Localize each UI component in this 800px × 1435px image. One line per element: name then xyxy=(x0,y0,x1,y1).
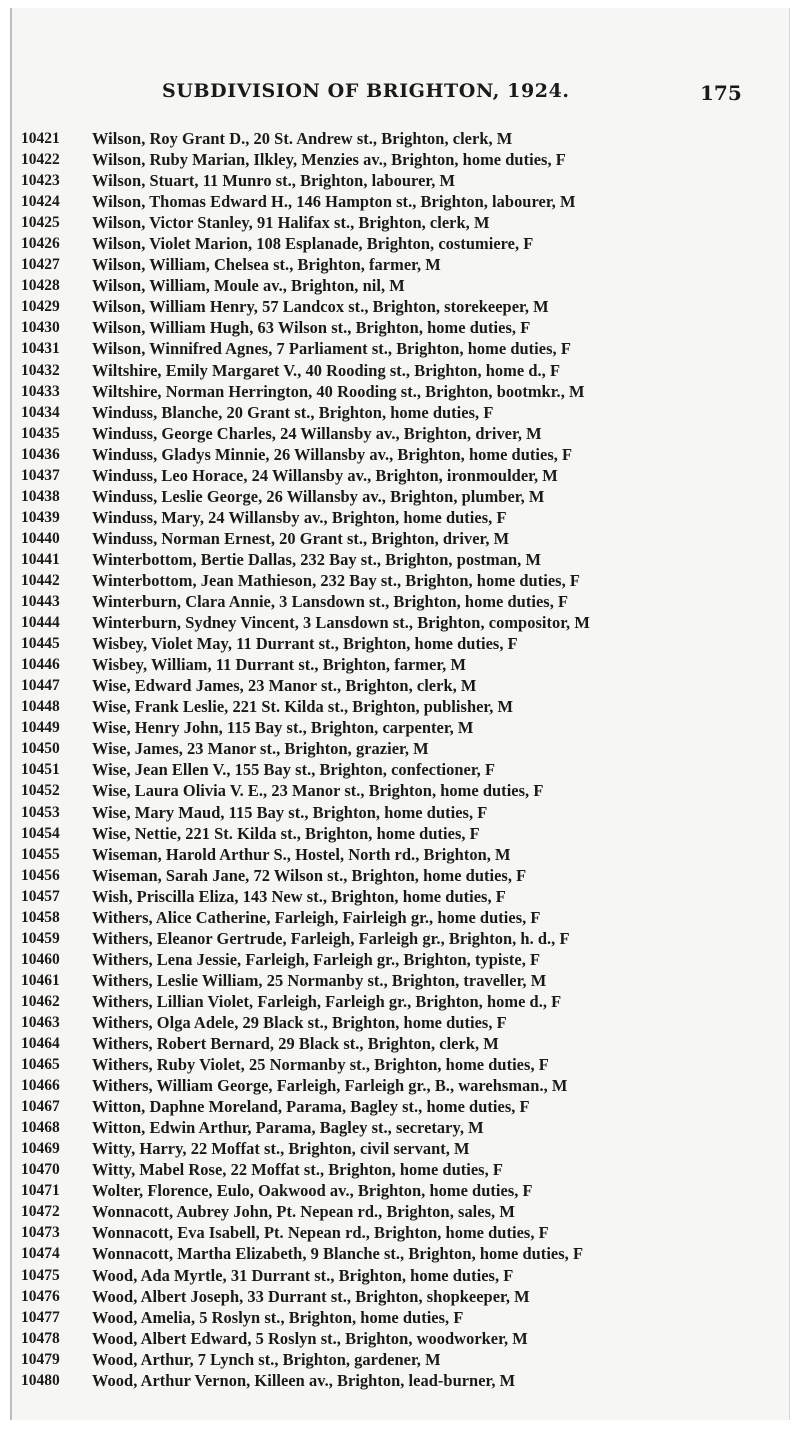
entry-text: Winduss, Mary, 24 Willansby av., Brighton, home duties, F xyxy=(92,507,507,527)
entry-number: 10459 xyxy=(21,929,60,947)
entry-number: 10453 xyxy=(21,803,60,821)
entry-text: Wise, Nettie, 221 St. Kilda st., Brighton, home duties, F xyxy=(92,823,480,843)
entry-number: 10463 xyxy=(21,1013,60,1031)
entry-number: 10445 xyxy=(21,635,60,653)
list-item xyxy=(21,802,791,823)
entry-text: Wise, Henry John, 115 Bay st., Brighton, carpenter, M xyxy=(92,718,474,738)
entry-text: Wisbey, Violet May, 11 Durrant st., Brighton, home duties, F xyxy=(92,634,518,654)
entry-text: Wilson, Victor Stanley, 91 Halifax st., Brighton, clerk, M xyxy=(92,213,490,233)
entry-number: 10452 xyxy=(21,782,60,800)
entry-number: 10470 xyxy=(21,1161,60,1179)
entry-text: Wonnacott, Eva Isabell, Pt. Nepean rd., Brighton, home duties, F xyxy=(92,1223,549,1243)
entry-number: 10464 xyxy=(21,1035,60,1053)
entry-text: Wood, Arthur Vernon, Killeen av., Brighton, lead-burner, M xyxy=(92,1370,516,1390)
list-item xyxy=(21,149,791,170)
entry-text: Wish, Priscilla Eliza, 143 New st., Brighton, home duties, F xyxy=(92,886,506,906)
entry-number: 10440 xyxy=(21,529,60,547)
entry-text: Wood, Albert Joseph, 33 Durrant st., Brighton, shopkeeper, M xyxy=(92,1286,530,1306)
entry-text: Wiltshire, Emily Margaret V., 40 Rooding st., Brighton, home d., F xyxy=(92,360,561,380)
entry-number: 10443 xyxy=(21,593,60,611)
entry-number: 10468 xyxy=(21,1119,60,1137)
entry-text: Winduss, Leo Horace, 24 Willansby av., Brighton, ironmoulder, M xyxy=(92,465,558,485)
list-item xyxy=(21,1054,791,1075)
list-item xyxy=(21,759,791,780)
list-item xyxy=(21,233,791,254)
entry-number: 10450 xyxy=(21,740,60,758)
list-item xyxy=(21,1180,791,1201)
list-item xyxy=(21,738,791,759)
list-item xyxy=(21,1033,791,1054)
entry-text: Winterburn, Sydney Vincent, 3 Lansdown st., Brighton, compositor, M xyxy=(92,613,590,633)
list-item xyxy=(21,1328,791,1349)
entry-text: Winduss, George Charles, 24 Willansby av., Brighton, driver, M xyxy=(92,423,542,443)
list-item xyxy=(21,465,791,486)
entry-text: Withers, Olga Adele, 29 Black st., Brighton, home duties, F xyxy=(92,1012,507,1032)
list-item xyxy=(21,886,791,907)
page-number: 175 xyxy=(700,81,742,105)
list-item xyxy=(21,423,791,444)
entry-number: 10435 xyxy=(21,424,60,442)
list-item xyxy=(21,717,791,738)
entry-text: Winterbottom, Jean Mathieson, 232 Bay st., Brighton, home duties, F xyxy=(92,570,580,590)
entry-number: 10439 xyxy=(21,508,60,526)
entry-number: 10424 xyxy=(21,193,60,211)
entry-text: Wise, Jean Ellen V., 155 Bay st., Brighton, confectioner, F xyxy=(92,760,496,780)
list-item xyxy=(21,1243,791,1264)
entry-text: Winduss, Blanche, 20 Grant st., Brighton, home duties, F xyxy=(92,402,494,422)
entry-text: Wood, Ada Myrtle, 31 Durrant st., Brighton, home duties, F xyxy=(92,1265,514,1285)
document-page xyxy=(10,8,790,1420)
list-item xyxy=(21,191,791,212)
entry-number: 10436 xyxy=(21,445,60,463)
entry-text: Wise, Laura Olivia V. E., 23 Manor st., Brighton, home duties, F xyxy=(92,781,544,801)
entry-number: 10460 xyxy=(21,950,60,968)
entry-text: Withers, Eleanor Gertrude, Farleigh, Farleigh gr., Brighton, h. d., F xyxy=(92,928,570,948)
list-item xyxy=(21,402,791,423)
list-item xyxy=(21,570,791,591)
entry-text: Wise, James, 23 Manor st., Brighton, grazier, M xyxy=(92,739,429,759)
entry-text: Wolter, Florence, Eulo, Oakwood av., Brighton, home duties, F xyxy=(92,1181,533,1201)
entry-number: 10431 xyxy=(21,340,60,358)
list-item xyxy=(21,1075,791,1096)
entry-text: Withers, Lillian Violet, Farleigh, Farleigh gr., Brighton, home d., F xyxy=(92,991,562,1011)
list-item xyxy=(21,549,791,570)
entry-text: Wisbey, William, 11 Durrant st., Brighton, farmer, M xyxy=(92,655,466,675)
entry-number: 10426 xyxy=(21,235,60,253)
list-item xyxy=(21,1370,791,1391)
roll-entries-list xyxy=(21,128,791,1391)
list-item xyxy=(21,654,791,675)
list-item xyxy=(21,696,791,717)
entry-text: Wilson, William Henry, 57 Landcox st., Brighton, storekeeper, M xyxy=(92,297,549,317)
entry-number: 10423 xyxy=(21,172,60,190)
entry-text: Wood, Albert Edward, 5 Roslyn st., Brighton, woodworker, M xyxy=(92,1328,528,1348)
entry-number: 10474 xyxy=(21,1245,60,1263)
entry-text: Wiltshire, Norman Herrington, 40 Rooding st., Brighton, bootmkr., M xyxy=(92,381,585,401)
entry-text: Wise, Frank Leslie, 221 St. Kilda st., Brighton, publisher, M xyxy=(92,697,514,717)
list-item xyxy=(21,486,791,507)
list-item xyxy=(21,296,791,317)
list-item xyxy=(21,991,791,1012)
list-item xyxy=(21,1265,791,1286)
list-item xyxy=(21,1201,791,1222)
entry-text: Wilson, William, Chelsea st., Brighton, farmer, M xyxy=(92,255,441,275)
entry-number: 10472 xyxy=(21,1203,60,1221)
entry-text: Withers, William George, Farleigh, Farleigh gr., B., warehsman., M xyxy=(92,1076,568,1096)
list-item xyxy=(21,865,791,886)
page-header xyxy=(12,78,792,108)
list-item xyxy=(21,844,791,865)
entry-number: 10473 xyxy=(21,1224,60,1242)
entry-text: Witton, Edwin Arthur, Parama, Bagley st., secretary, M xyxy=(92,1118,484,1138)
entry-number: 10478 xyxy=(21,1329,60,1347)
entry-number: 10421 xyxy=(21,130,60,147)
list-item xyxy=(21,170,791,191)
entry-text: Wilson, Winnifred Agnes, 7 Parliament st., Brighton, home duties, F xyxy=(92,339,571,359)
list-item xyxy=(21,528,791,549)
entry-number: 10456 xyxy=(21,866,60,884)
entry-number: 10442 xyxy=(21,571,60,589)
entry-number: 10427 xyxy=(21,256,60,274)
entry-number: 10469 xyxy=(21,1140,60,1158)
entry-text: Withers, Lena Jessie, Farleigh, Farleigh gr., Brighton, typiste, F xyxy=(92,949,541,969)
entry-text: Winterburn, Clara Annie, 3 Lansdown st., Brighton, home duties, F xyxy=(92,592,569,612)
entry-text: Withers, Alice Catherine, Farleigh, Fairleigh gr., home duties, F xyxy=(92,907,541,927)
list-item xyxy=(21,338,791,359)
entry-text: Wise, Mary Maud, 115 Bay st., Brighton, home duties, F xyxy=(92,802,488,822)
entry-number: 10458 xyxy=(21,908,60,926)
entry-text: Winduss, Gladys Minnie, 26 Willansby av., Brighton, home duties, F xyxy=(92,444,573,464)
entry-text: Witty, Mabel Rose, 22 Moffat st., Brighton, home duties, F xyxy=(92,1160,503,1180)
entry-number: 10429 xyxy=(21,298,60,316)
list-item xyxy=(21,275,791,296)
entry-number: 10432 xyxy=(21,361,60,379)
entry-text: Wiseman, Harold Arthur S., Hostel, North rd., Brighton, M xyxy=(92,844,511,864)
list-item xyxy=(21,360,791,381)
entry-number: 10479 xyxy=(21,1350,60,1368)
list-item xyxy=(21,1117,791,1138)
entry-number: 10467 xyxy=(21,1098,60,1116)
list-item xyxy=(21,128,791,149)
entry-number: 10437 xyxy=(21,466,60,484)
entry-number: 10422 xyxy=(21,151,60,169)
page-title: SUBDIVISION OF BRIGHTON, 1924. xyxy=(162,80,570,102)
entry-text: Winduss, Norman Ernest, 20 Grant st., Brighton, driver, M xyxy=(92,528,510,548)
entry-number: 10448 xyxy=(21,698,60,716)
entry-text: Wilson, Violet Marion, 108 Esplanade, Brighton, costumiere, F xyxy=(92,234,534,254)
entry-text: Wilson, Roy Grant D., 20 St. Andrew st., Brighton, clerk, M xyxy=(92,129,513,148)
list-item xyxy=(21,317,791,338)
list-item xyxy=(21,1096,791,1117)
entry-number: 10449 xyxy=(21,719,60,737)
list-item xyxy=(21,907,791,928)
entry-number: 10438 xyxy=(21,487,60,505)
entry-text: Wood, Arthur, 7 Lynch st., Brighton, gardener, M xyxy=(92,1349,441,1369)
entry-number: 10441 xyxy=(21,550,60,568)
list-item xyxy=(21,591,791,612)
list-item xyxy=(21,1307,791,1328)
list-item xyxy=(21,1012,791,1033)
entry-number: 10476 xyxy=(21,1287,60,1305)
entry-number: 10477 xyxy=(21,1308,60,1326)
entry-text: Wise, Edward James, 23 Manor st., Brighton, clerk, M xyxy=(92,676,477,696)
entry-number: 10465 xyxy=(21,1056,60,1074)
entry-text: Winduss, Leslie George, 26 Willansby av., Brighton, plumber, M xyxy=(92,486,545,506)
entry-number: 10447 xyxy=(21,677,60,695)
list-item xyxy=(21,612,791,633)
entry-number: 10455 xyxy=(21,845,60,863)
list-item xyxy=(21,633,791,654)
entry-number: 10430 xyxy=(21,319,60,337)
list-item xyxy=(21,381,791,402)
entry-number: 10461 xyxy=(21,971,60,989)
list-item xyxy=(21,1349,791,1370)
entry-text: Wilson, Stuart, 11 Munro st., Brighton, labourer, M xyxy=(92,171,456,191)
list-item xyxy=(21,1159,791,1180)
entry-text: Withers, Ruby Violet, 25 Normanby st., Brighton, home duties, F xyxy=(92,1055,549,1075)
list-item xyxy=(21,780,791,801)
entry-text: Withers, Robert Bernard, 29 Black st., Brighton, clerk, M xyxy=(92,1034,499,1054)
entry-text: Wonnacott, Aubrey John, Pt. Nepean rd., Brighton, sales, M xyxy=(92,1202,515,1222)
entry-number: 10446 xyxy=(21,656,60,674)
entry-text: Wilson, William, Moule av., Brighton, nil, M xyxy=(92,276,405,296)
list-item xyxy=(21,823,791,844)
list-item xyxy=(21,507,791,528)
entry-text: Winterbottom, Bertie Dallas, 232 Bay st., Brighton, postman, M xyxy=(92,549,541,569)
list-item xyxy=(21,1138,791,1159)
entry-number: 10425 xyxy=(21,214,60,232)
entry-number: 10480 xyxy=(21,1371,60,1389)
list-item xyxy=(21,254,791,275)
entry-number: 10428 xyxy=(21,277,60,295)
entry-number: 10433 xyxy=(21,382,60,400)
entry-number: 10451 xyxy=(21,761,60,779)
entry-number: 10434 xyxy=(21,403,60,421)
entry-number: 10466 xyxy=(21,1077,60,1095)
entry-text: Wood, Amelia, 5 Roslyn st., Brighton, home duties, F xyxy=(92,1307,464,1327)
list-item xyxy=(21,675,791,696)
list-item xyxy=(21,928,791,949)
entry-text: Wonnacott, Martha Elizabeth, 9 Blanche st., Brighton, home duties, F xyxy=(92,1244,584,1264)
entry-text: Witton, Daphne Moreland, Parama, Bagley st., home duties, F xyxy=(92,1097,530,1117)
entry-number: 10475 xyxy=(21,1266,60,1284)
entry-text: Wilson, William Hugh, 63 Wilson st., Brighton, home duties, F xyxy=(92,318,531,338)
entry-text: Wilson, Ruby Marian, Ilkley, Menzies av., Brighton, home duties, F xyxy=(92,150,566,170)
list-item xyxy=(21,444,791,465)
list-item xyxy=(21,970,791,991)
entry-number: 10457 xyxy=(21,887,60,905)
list-item xyxy=(21,1222,791,1243)
entry-text: Wilson, Thomas Edward H., 146 Hampton st., Brighton, labourer, M xyxy=(92,192,576,212)
entry-number: 10454 xyxy=(21,824,60,842)
entry-text: Wiseman, Sarah Jane, 72 Wilson st., Brighton, home duties, F xyxy=(92,865,527,885)
list-item xyxy=(21,1286,791,1307)
entry-number: 10462 xyxy=(21,992,60,1010)
entry-number: 10444 xyxy=(21,614,60,632)
list-item xyxy=(21,212,791,233)
entry-text: Withers, Leslie William, 25 Normanby st., Brighton, traveller, M xyxy=(92,970,547,990)
entry-number: 10471 xyxy=(21,1182,60,1200)
list-item xyxy=(21,949,791,970)
entry-text: Witty, Harry, 22 Moffat st., Brighton, civil servant, M xyxy=(92,1139,470,1159)
